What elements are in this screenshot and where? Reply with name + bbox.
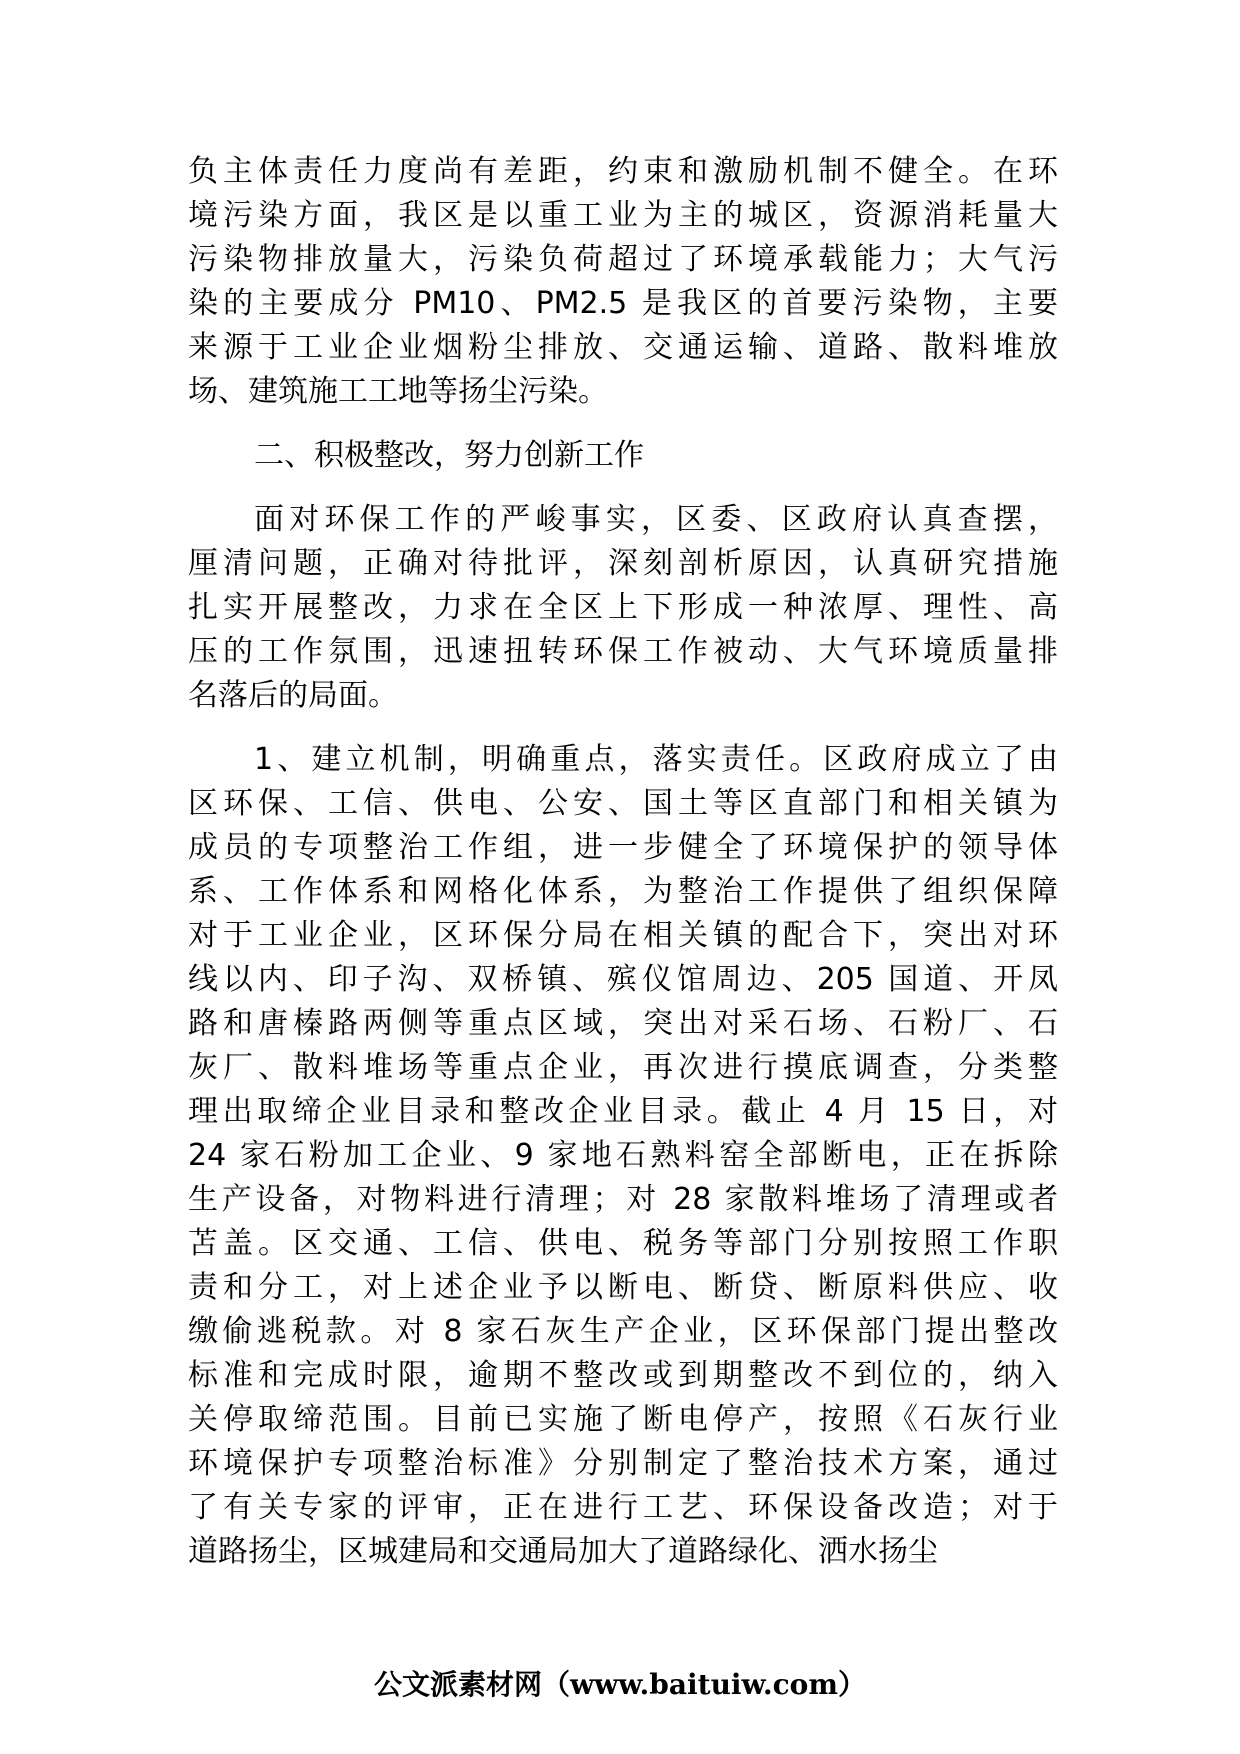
text-line: 区环保、工信、供电、公安、国土等区直部门和相关镇为 (188, 786, 1058, 821)
text-line: 二、积极整改，努力创新工作 (254, 438, 644, 473)
footer-watermark: 公文派素材网（www.baituiw.com） (374, 1668, 866, 1701)
paragraph (188, 150, 1058, 414)
text-line: 来源于工业企业烟粉尘排放、交通运输、道路、散料堆放 (188, 330, 1058, 365)
text-line: 标准和完成时限，逾期不整改或到期整改不到位的，纳入 (188, 1358, 1058, 1393)
paragraph-gap (188, 478, 1058, 498)
text-line: 成员的专项整治工作组，进一步健全了环境保护的领导体 (188, 830, 1058, 865)
paragraph (188, 738, 1058, 1574)
text-line: 理出取缔企业目录和整改企业目录。截止 4 月 15 日，对 (188, 1094, 1058, 1129)
text-line: 压的工作氛围，迅速扭转环保工作被动、大气环境质量排 (188, 634, 1058, 669)
text-line: 责和分工，对上述企业予以断电、断贷、断原料供应、收 (188, 1270, 1058, 1305)
text-line: 扎实开展整改，力求在全区上下形成一种浓厚、理性、高 (188, 590, 1058, 625)
text-line: 对于工业企业，区环保分局在相关镇的配合下，突出对环 (188, 918, 1058, 953)
paragraph (188, 498, 1058, 718)
text-line: 染的主要成分 PM10、PM2.5 是我区的首要污染物，主要 (188, 286, 1058, 321)
text-line: 灰厂、散料堆场等重点企业，再次进行摸底调查，分类整 (188, 1050, 1058, 1085)
text-line: 生产设备，对物料进行清理；对 28 家散料堆场了清理或者 (188, 1182, 1058, 1217)
section-heading (188, 434, 1058, 478)
text-line: 环境保护专项整治标准》分别制定了整治技术方案，通过 (188, 1446, 1058, 1481)
text-line: 线以内、印子沟、双桥镇、殡仪馆周边、205 国道、开凤 (188, 962, 1058, 997)
document-body (188, 150, 1058, 1574)
paragraph-gap (188, 718, 1058, 738)
text-line: 缴偷逃税款。对 8 家石灰生产企业，区环保部门提出整改 (188, 1314, 1058, 1349)
text-line: 名落后的局面。 (188, 678, 398, 713)
paragraph-gap (188, 414, 1058, 434)
text-line: 路和唐榛路两侧等重点区域，突出对采石场、石粉厂、石 (188, 1006, 1058, 1041)
text-line: 境污染方面，我区是以重工业为主的城区，资源消耗量大 (188, 198, 1058, 233)
text-line: 1、建立机制，明确重点，落实责任。区政府成立了由 (254, 742, 1058, 777)
text-line: 场、建筑施工工地等扬尘污染。 (188, 374, 608, 409)
text-line: 关停取缔范围。目前已实施了断电停产，按照《石灰行业 (188, 1402, 1058, 1437)
text-line: 厘清问题，正确对待批评，深刻剖析原因，认真研究措施 (188, 546, 1058, 581)
text-line: 负主体责任力度尚有差距，约束和激励机制不健全。在环 (188, 154, 1058, 189)
text-line: 道路扬尘，区城建局和交通局加大了道路绿化、洒水扬尘 (188, 1534, 938, 1569)
text-line: 24 家石粉加工企业、9 家地石熟料窑全部断电，正在拆除 (188, 1138, 1058, 1173)
text-line: 了有关专家的评审，正在进行工艺、环保设备改造；对于 (188, 1490, 1058, 1525)
text-line: 系、工作体系和网格化体系，为整治工作提供了组织保障 (188, 874, 1058, 909)
text-line: 苫盖。区交通、工信、供电、税务等部门分别按照工作职 (188, 1226, 1058, 1261)
text-line: 面对环保工作的严峻事实，区委、区政府认真查摆， (254, 502, 1058, 537)
text-line: 污染物排放量大，污染负荷超过了环境承载能力；大气污 (188, 242, 1058, 277)
